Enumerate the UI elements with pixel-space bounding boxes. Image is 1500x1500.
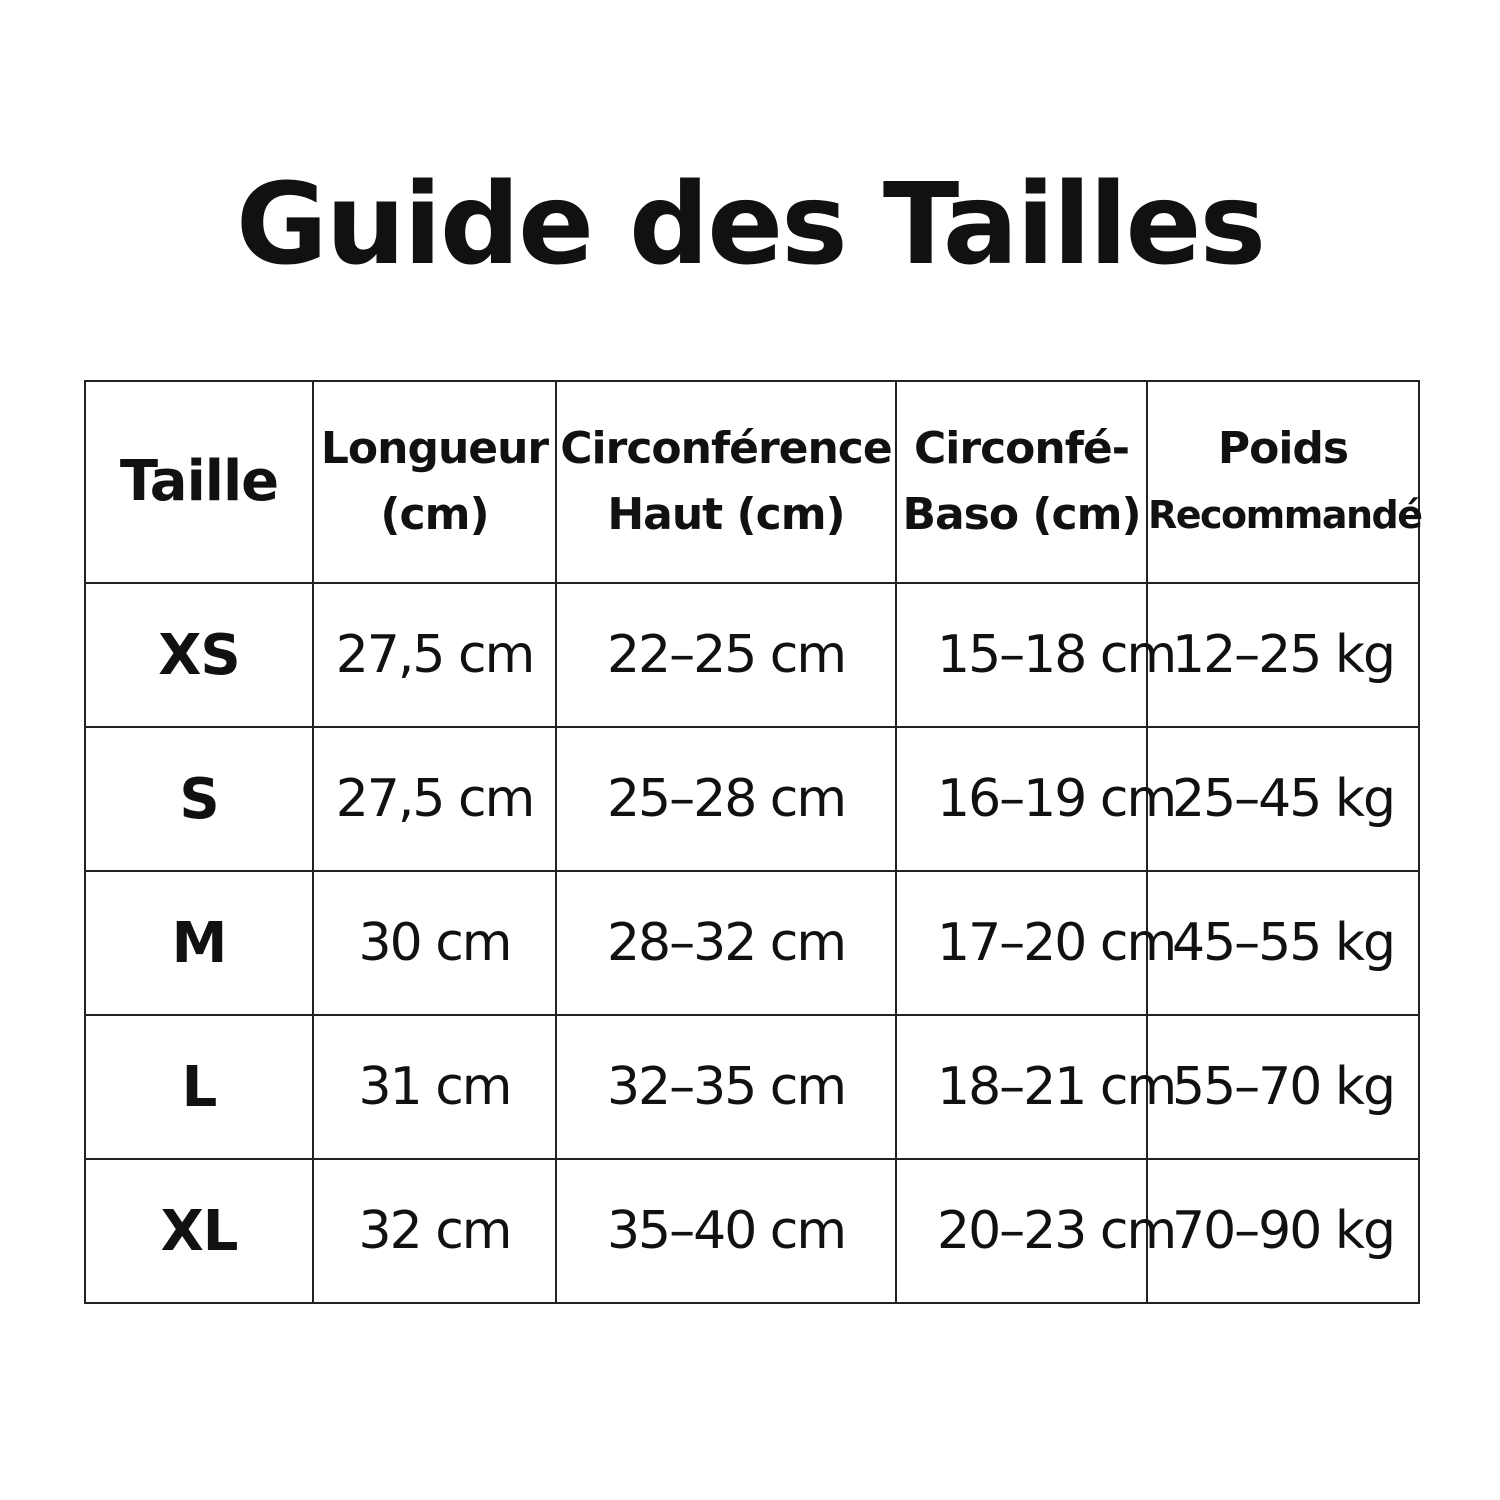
top-circumference-cell: 25–28 cm [556, 727, 896, 871]
header-size [85, 381, 313, 583]
page-title: Guide des Tailles [235, 160, 1265, 290]
header-weight-line1: Poids [1217, 423, 1349, 474]
weight-cell: 45–55 kg [1147, 871, 1419, 1015]
header-bottom-line2: Baso (cm) [902, 489, 1141, 540]
weight-cell: 70–90 kg [1147, 1159, 1419, 1303]
length-cell: 27,5 cm [313, 583, 556, 727]
header-top-line1: Circonférence [560, 423, 892, 474]
header-weight [1147, 381, 1422, 583]
header-bottom-line1: Circonfé- [914, 423, 1129, 474]
length-cell: 27,5 cm [313, 727, 556, 871]
header-length-line1: Longueur [320, 423, 549, 474]
size-cell: M [85, 871, 313, 1015]
table-row [85, 871, 1419, 1015]
top-circumference-cell: 22–25 cm [556, 583, 896, 727]
bottom-circumference-cell: 18–21 cm [896, 1015, 1147, 1159]
header-bottom-circumference [896, 381, 1147, 583]
size-guide-table [84, 380, 1420, 1304]
weight-cell: 25–45 kg [1147, 727, 1419, 871]
table-row [85, 583, 1419, 727]
weight-cell: 12–25 kg [1147, 583, 1419, 727]
top-circumference-cell: 35–40 cm [556, 1159, 896, 1303]
header-top-line2: Haut (cm) [607, 489, 845, 540]
top-circumference-cell: 28–32 cm [556, 871, 896, 1015]
length-cell: 32 cm [313, 1159, 556, 1303]
bottom-circumference-cell: 15–18 cm [896, 583, 1147, 727]
top-circumference-cell: 32–35 cm [556, 1015, 896, 1159]
size-cell: XS [85, 583, 313, 727]
table-header-row [85, 381, 1419, 583]
header-size-label: Taille [119, 449, 279, 514]
bottom-circumference-cell: 16–19 cm [896, 727, 1147, 871]
table-row [85, 1015, 1419, 1159]
header-length-line2: (cm) [380, 489, 489, 540]
table-row [85, 727, 1419, 871]
table-row [85, 1159, 1419, 1303]
size-cell: L [85, 1015, 313, 1159]
length-cell: 31 cm [313, 1015, 556, 1159]
header-top-circumference [556, 381, 896, 583]
weight-cell: 55–70 kg [1147, 1015, 1419, 1159]
size-cell: XL [85, 1159, 313, 1303]
length-cell: 30 cm [313, 871, 556, 1015]
bottom-circumference-cell: 17–20 cm [896, 871, 1147, 1015]
header-length [313, 381, 556, 583]
bottom-circumference-cell: 20–23 cm [896, 1159, 1147, 1303]
header-weight-line2: Recommandé [1148, 493, 1422, 537]
size-cell: S [85, 727, 313, 871]
